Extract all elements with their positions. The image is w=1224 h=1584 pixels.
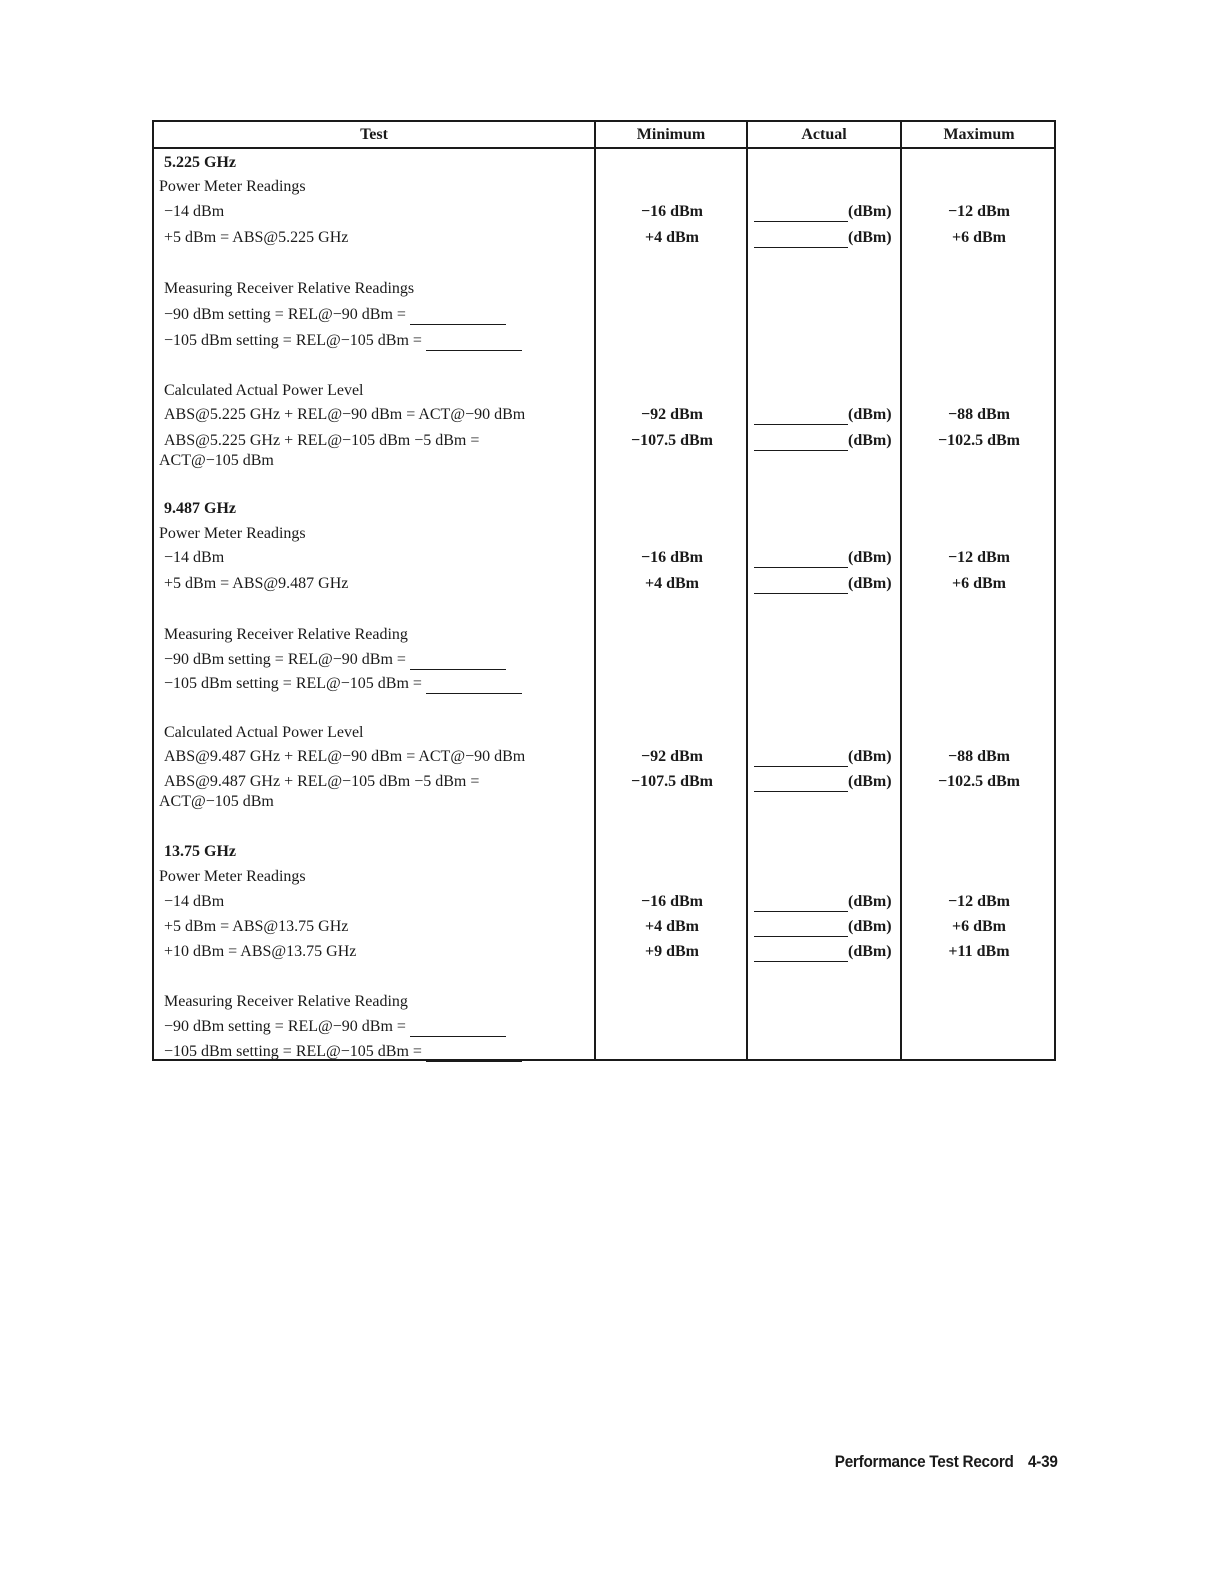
test-description [164,747,594,767]
header-actual: Actual [801,126,847,143]
footer-title: Performance Test Record [835,1452,1015,1471]
actual-blank[interactable] [754,434,848,451]
test-text: −90 dBm setting = REL@−90 dBm = [164,651,406,668]
minimum-value: −107.5 dBm [630,773,713,790]
test-text: ABS@9.487 GHz + REL@−105 dBm −5 dBm = [164,773,480,790]
minimum-value: −16 dBm [640,893,703,910]
actual-entry[interactable] [754,574,896,594]
test-text: −105 dBm setting = REL@−105 dBm = [164,332,422,349]
test-description [164,228,594,248]
minimum-value: −16 dBm [640,549,703,566]
maximum-value: −12 dBm [947,203,1010,220]
test-description [164,917,594,937]
test-description [164,331,594,351]
minimum-value: +9 dBm [644,943,699,960]
actual-entry[interactable] [754,431,896,451]
actual-blank[interactable] [754,577,848,594]
actual-unit: (dBm) [848,229,892,246]
actual-entry[interactable] [754,942,896,962]
actual-entry[interactable] [754,917,896,937]
test-description [164,650,594,670]
test-text: 5.225 GHz [164,154,236,171]
actual-blank[interactable] [754,920,848,937]
header-divider [154,147,1054,149]
actual-blank[interactable] [754,205,848,222]
actual-blank[interactable] [754,408,848,425]
test-text: Power Meter Readings [159,525,306,542]
record-blank[interactable] [410,655,506,670]
actual-entry[interactable] [754,202,896,222]
actual-entry[interactable] [754,405,896,425]
actual-unit: (dBm) [848,203,892,220]
section-label [164,381,594,401]
test-description [164,548,594,568]
actual-blank[interactable] [754,750,848,767]
maximum-value: −102.5 dBm [937,773,1020,790]
section-label [159,867,589,887]
actual-unit: (dBm) [848,575,892,592]
performance-test-table [152,120,1056,1061]
test-description [164,942,594,962]
test-description [164,1042,594,1062]
test-text: +5 dBm = ABS@9.487 GHz [164,575,349,592]
test-text-continued: ACT@−105 dBm [159,452,274,469]
test-text: 9.487 GHz [164,500,236,517]
maximum-value: −102.5 dBm [937,432,1020,449]
test-description [159,772,594,812]
test-text: −105 dBm setting = REL@−105 dBm = [164,675,422,692]
frequency-heading [164,842,594,862]
test-text: Power Meter Readings [159,868,306,885]
test-text-continued: ACT@−105 dBm [159,793,274,810]
actual-entry[interactable] [754,548,896,568]
minimum-value: +4 dBm [644,229,699,246]
minimum-value: −92 dBm [640,406,703,423]
minimum-value: −16 dBm [640,203,703,220]
actual-blank[interactable] [754,775,848,792]
actual-blank[interactable] [754,945,848,962]
test-text: Calculated Actual Power Level [164,382,364,399]
actual-unit: (dBm) [848,406,892,423]
header-minimum: Minimum [636,126,706,143]
actual-blank[interactable] [754,551,848,568]
record-blank[interactable] [426,336,522,351]
maximum-value: −12 dBm [947,893,1010,910]
test-text: ABS@9.487 GHz + REL@−90 dBm = ACT@−90 dBm [164,748,526,765]
actual-unit: (dBm) [848,918,892,935]
test-text: −14 dBm [164,549,225,566]
test-description [159,431,594,471]
test-text: ABS@5.225 GHz + REL@−90 dBm = ACT@−90 dBm [164,406,526,423]
test-description [164,892,594,912]
maximum-value: +6 dBm [951,229,1006,246]
test-text: Calculated Actual Power Level [164,724,364,741]
actual-entry[interactable] [754,892,896,912]
actual-unit: (dBm) [848,893,892,910]
test-text: Power Meter Readings [159,178,306,195]
test-text: −14 dBm [164,893,225,910]
section-label [164,992,594,1012]
actual-blank[interactable] [754,895,848,912]
test-description [164,202,594,222]
section-label [164,625,594,645]
test-description [164,574,594,594]
maximum-value: −88 dBm [947,406,1010,423]
maximum-value: −88 dBm [947,748,1010,765]
actual-blank[interactable] [754,231,848,248]
maximum-value: +6 dBm [951,575,1006,592]
test-text: −90 dBm setting = REL@−90 dBm = [164,1018,406,1035]
test-description [164,305,594,325]
section-label [159,177,589,197]
test-text: +10 dBm = ABS@13.75 GHz [164,943,357,960]
maximum-value: −12 dBm [947,549,1010,566]
frequency-heading [164,153,594,173]
page-footer [835,1452,1058,1472]
test-text: −105 dBm setting = REL@−105 dBm = [164,1043,422,1060]
actual-unit: (dBm) [848,549,892,566]
minimum-value: +4 dBm [644,918,699,935]
test-description [164,1017,594,1037]
minimum-value: −92 dBm [640,748,703,765]
test-text: 13.75 GHz [164,843,236,860]
actual-unit: (dBm) [848,773,892,790]
header-test: Test [360,126,388,143]
actual-unit: (dBm) [848,748,892,765]
page-number: 4-39 [1028,1452,1058,1471]
record-blank[interactable] [426,679,522,694]
actual-entry[interactable] [754,747,896,767]
record-blank[interactable] [410,1022,506,1037]
test-text: −90 dBm setting = REL@−90 dBm = [164,306,406,323]
actual-unit: (dBm) [848,943,892,960]
minimum-value: −107.5 dBm [630,432,713,449]
header-maximum: Maximum [943,126,1015,143]
test-text: Measuring Receiver Relative Reading [164,993,408,1010]
test-description [164,674,594,694]
actual-entry[interactable] [754,228,896,248]
section-label [164,279,594,299]
test-text: ABS@5.225 GHz + REL@−105 dBm −5 dBm = [164,432,480,449]
actual-unit: (dBm) [848,432,892,449]
test-description [164,405,594,425]
maximum-value: +11 dBm [948,943,1010,960]
test-text: +5 dBm = ABS@5.225 GHz [164,229,349,246]
section-label [159,524,589,544]
record-blank[interactable] [426,1047,522,1062]
test-text: −14 dBm [164,203,225,220]
maximum-value: +6 dBm [951,918,1006,935]
test-text: Measuring Receiver Relative Reading [164,626,408,643]
record-blank[interactable] [410,310,506,325]
test-text: Measuring Receiver Relative Readings [164,280,415,297]
minimum-value: +4 dBm [644,575,699,592]
actual-entry[interactable] [754,772,896,792]
frequency-heading [164,499,594,519]
section-label [164,723,594,743]
test-text: +5 dBm = ABS@13.75 GHz [164,918,349,935]
